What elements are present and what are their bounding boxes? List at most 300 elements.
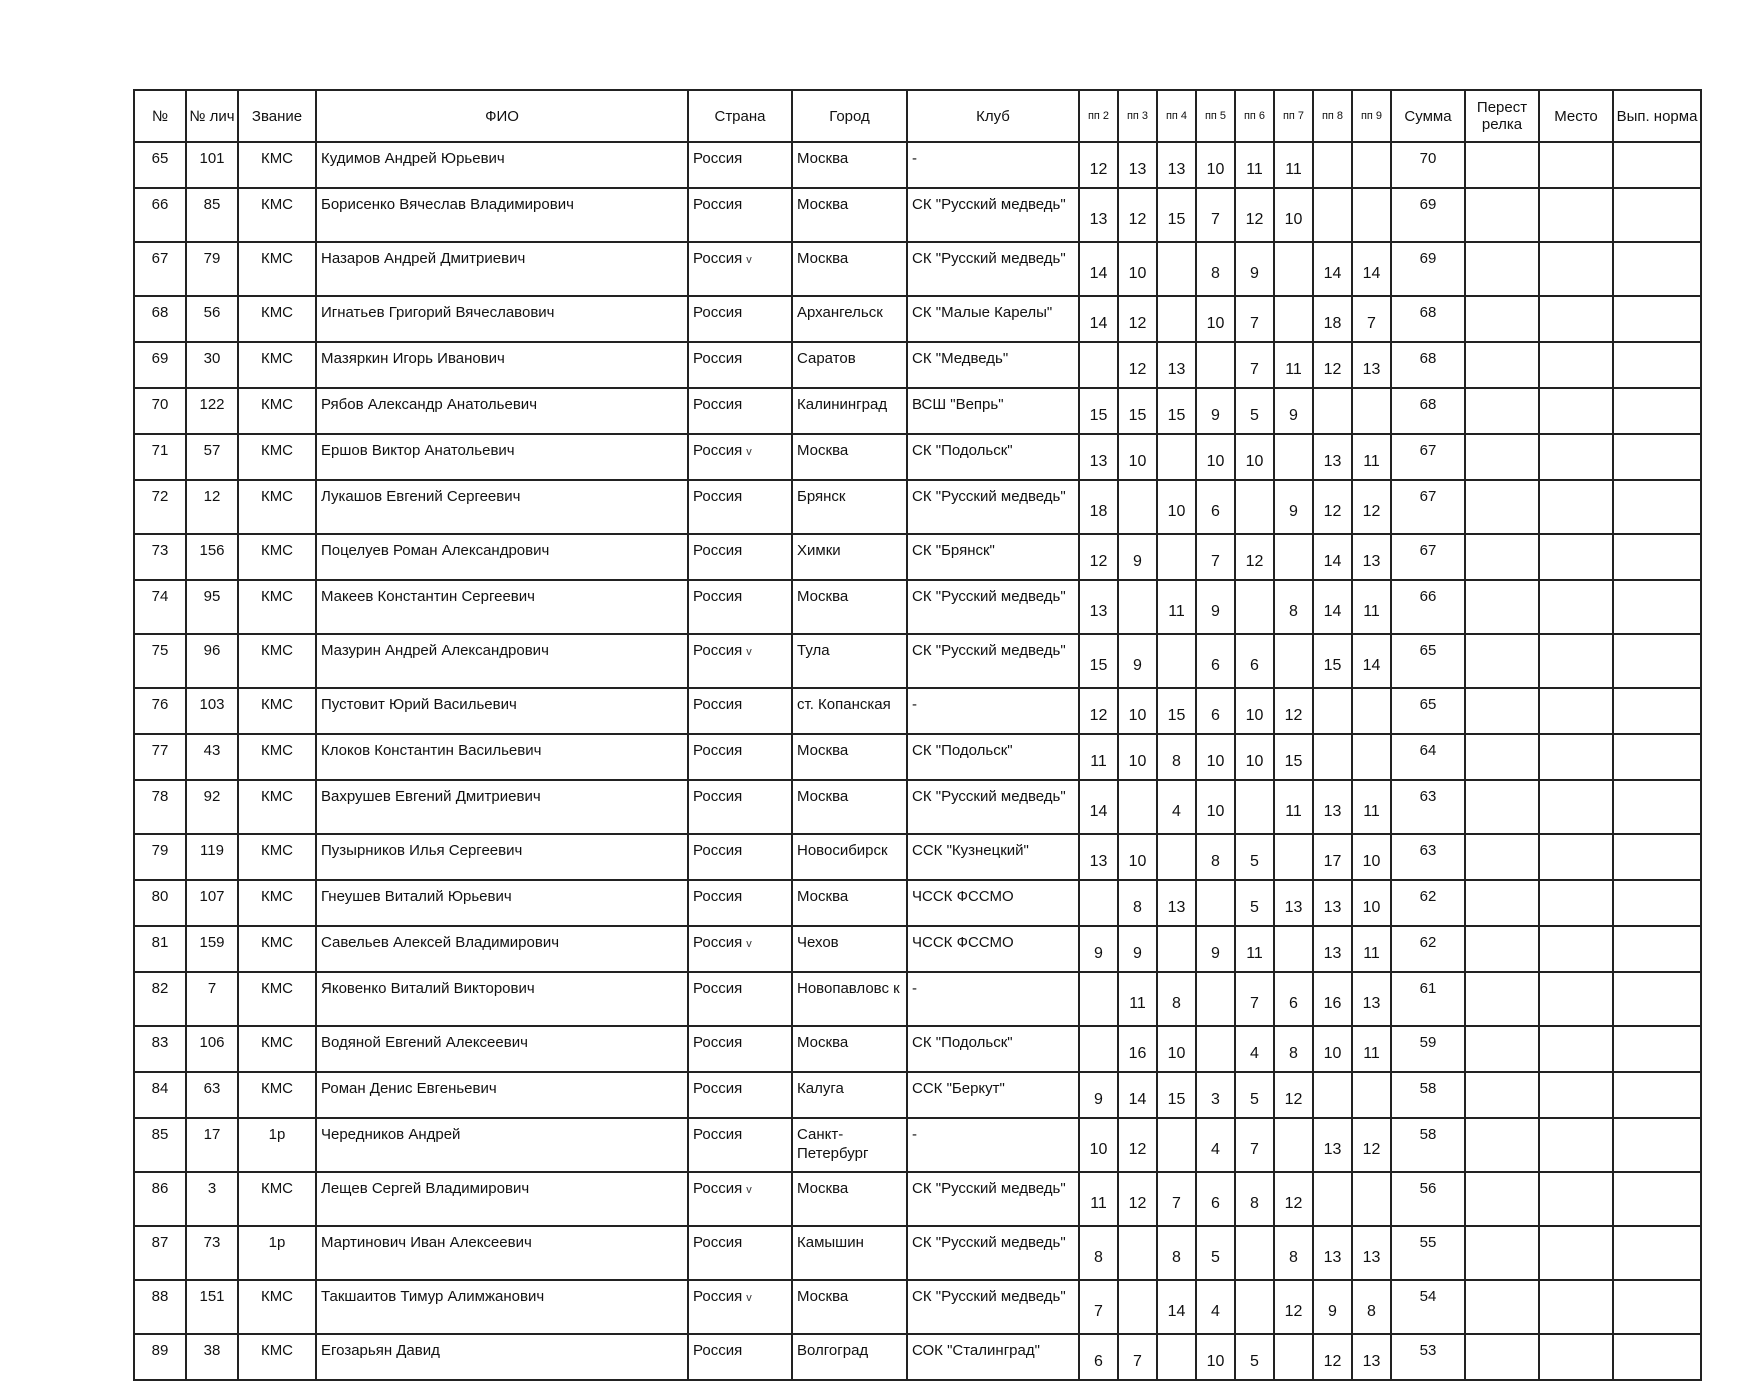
series-7-score: 9 [1274,388,1313,434]
club-text: ССК "Кузнецкий" [912,842,1029,859]
norm-cell [1613,242,1701,296]
country-text: Россия [693,488,743,505]
city [792,480,907,534]
city-text: Москва [797,1034,849,1051]
license-number [186,480,238,534]
series-5-score: 10 [1196,296,1235,342]
col-header-city: Город [792,90,907,142]
series-4-score: 11 [1157,580,1196,634]
total-sum: 63 [1391,780,1465,834]
athlete-name [316,342,688,388]
club-text: ВСШ "Вепрь" [912,396,1004,413]
series-9-score: 13 [1352,342,1391,388]
series-9-score: 14 [1352,242,1391,296]
series-7-score: 12 [1274,688,1313,734]
place-cell [1539,1280,1613,1334]
row-number-text: 67 [151,250,169,267]
country-text: Россия [693,1126,743,1143]
rank-text: КМС [260,542,294,559]
row-number-text: 68 [151,304,169,321]
club [907,296,1079,342]
city [792,972,907,1026]
series-7-score [1274,834,1313,880]
club [907,1280,1079,1334]
series-6-score: 11 [1235,926,1274,972]
series-3-score: 12 [1118,342,1157,388]
license-number [186,342,238,388]
license-number-text: 7 [207,980,217,997]
row-number-text: 83 [151,1034,169,1051]
row-number-text: 77 [151,742,169,759]
club [907,1118,1079,1172]
series-9-score [1352,1072,1391,1118]
total-sum: 65 [1391,634,1465,688]
country-text: Россия [693,1034,743,1051]
row-number [134,342,186,388]
place-cell [1539,342,1613,388]
series-2-score: 14 [1079,242,1118,296]
series-2-score: 12 [1079,142,1118,188]
series-3-score: 16 [1118,1026,1157,1072]
athlete-name-text: Борисенко Вячеслав Владимирович [321,196,574,213]
series-6-score: 7 [1235,342,1274,388]
series-9-score: 13 [1352,1226,1391,1280]
club-text: - [912,696,917,713]
table-row [134,1172,1701,1226]
shootoff-cell [1465,780,1539,834]
place-cell [1539,388,1613,434]
license-number [186,188,238,242]
rank [238,834,316,880]
norm-cell [1613,580,1701,634]
table-row [134,634,1701,688]
series-2-score [1079,972,1118,1026]
license-number-text: 3 [207,1180,217,1197]
row-number-text: 80 [151,888,169,905]
rank-text: 1р [268,1126,286,1143]
country [688,1280,792,1334]
license-number-text: 156 [199,542,225,559]
athlete-name [316,1072,688,1118]
shootoff-cell [1465,1280,1539,1334]
city-text: Москва [797,888,849,905]
country [688,634,792,688]
rank [238,480,316,534]
series-4-score [1157,1334,1196,1380]
place-cell [1539,780,1613,834]
row-number-text: 79 [151,842,169,859]
city [792,388,907,434]
series-3-score [1118,780,1157,834]
country [688,1026,792,1072]
series-8-score: 10 [1313,1026,1352,1072]
club-text: СОК "Сталинград" [912,1342,1040,1359]
place-cell [1539,580,1613,634]
shootoff-cell [1465,1226,1539,1280]
country-check-mark: v [746,1184,752,1196]
athlete-name [316,580,688,634]
athlete-name-text: Рябов Александр Анатольевич [321,396,538,413]
total-sum: 62 [1391,926,1465,972]
rank [238,1226,316,1280]
license-number-text: 103 [199,696,225,713]
shootoff-cell [1465,1072,1539,1118]
series-6-score [1235,480,1274,534]
series-8-score: 18 [1313,296,1352,342]
total-sum: 54 [1391,1280,1465,1334]
series-6-score: 5 [1235,1334,1274,1380]
country-text: Россия [693,396,743,413]
series-3-score: 15 [1118,388,1157,434]
series-4-score: 4 [1157,780,1196,834]
license-number [186,834,238,880]
row-number [134,534,186,580]
city [792,296,907,342]
license-number-text: 85 [203,196,221,213]
place-cell [1539,972,1613,1026]
city [792,1226,907,1280]
row-number-text: 74 [151,588,169,605]
series-7-score: 8 [1274,580,1313,634]
series-4-score [1157,834,1196,880]
country-text: Россия [693,1342,743,1359]
city-text: Чехов [797,934,839,951]
rank-text: КМС [260,1034,294,1051]
row-number-text: 71 [151,442,169,459]
norm-cell [1613,534,1701,580]
series-8-score [1313,1072,1352,1118]
results-table [133,89,1702,1381]
series-2-score: 9 [1079,926,1118,972]
shootoff-cell [1465,1026,1539,1072]
series-9-score: 11 [1352,1026,1391,1072]
country [688,142,792,188]
total-sum: 68 [1391,296,1465,342]
series-5-score: 10 [1196,780,1235,834]
club-text: СК "Русский медведь" [912,588,1066,605]
place-cell [1539,634,1613,688]
country-check-mark: v [746,254,752,266]
rank [238,434,316,480]
row-number-text: 82 [151,980,169,997]
license-number [186,296,238,342]
club-text: СК "Подольск" [912,742,1013,759]
club-text: - [912,1126,917,1143]
total-sum: 58 [1391,1072,1465,1118]
shootoff-cell [1465,834,1539,880]
rank-text: КМС [260,788,294,805]
athlete-name-text: Чередников Андрей [321,1126,461,1143]
total-sum: 68 [1391,388,1465,434]
table-row [134,388,1701,434]
series-4-score: 8 [1157,972,1196,1026]
series-4-score: 7 [1157,1172,1196,1226]
table-row [134,434,1701,480]
shootoff-cell [1465,188,1539,242]
club [907,242,1079,296]
series-7-score: 10 [1274,188,1313,242]
row-number [134,972,186,1026]
country-text: Россия [693,842,743,859]
club [907,780,1079,834]
country [688,780,792,834]
athlete-name-text: Мартинович Иван Алексеевич [321,1234,532,1251]
club-text: СК "Русский медведь" [912,1180,1066,1197]
series-2-score: 11 [1079,1172,1118,1226]
country-text: Россия [693,250,743,267]
col-header-series-2: пп 2 [1079,90,1118,142]
series-5-score: 10 [1196,142,1235,188]
place-cell [1539,242,1613,296]
shootoff-cell [1465,580,1539,634]
col-header-series-6: пп 6 [1235,90,1274,142]
total-sum: 69 [1391,242,1465,296]
series-6-score: 10 [1235,434,1274,480]
row-number-text: 81 [151,934,169,951]
club-text: СК "Медведь" [912,350,1009,367]
total-sum: 67 [1391,434,1465,480]
total-sum: 59 [1391,1026,1465,1072]
city-text: Калуга [797,1080,844,1097]
city [792,342,907,388]
rank-text: КМС [260,588,294,605]
club-text: СК "Русский медведь" [912,1234,1066,1251]
series-2-score: 6 [1079,1334,1118,1380]
license-number [186,1026,238,1072]
series-4-score [1157,926,1196,972]
shootoff-cell [1465,534,1539,580]
rank-text: КМС [260,350,294,367]
series-6-score: 11 [1235,142,1274,188]
rank [238,880,316,926]
city [792,1172,907,1226]
license-number [186,1280,238,1334]
series-2-score: 13 [1079,580,1118,634]
rank [238,142,316,188]
country [688,834,792,880]
city [792,1334,907,1380]
series-3-score: 10 [1118,434,1157,480]
series-2-score: 9 [1079,1072,1118,1118]
athlete-name [316,1172,688,1226]
city [792,434,907,480]
series-7-score: 9 [1274,480,1313,534]
series-4-score: 8 [1157,1226,1196,1280]
country-check-mark: v [746,446,752,458]
series-5-score: 6 [1196,634,1235,688]
club [907,880,1079,926]
norm-cell [1613,480,1701,534]
country [688,1172,792,1226]
series-8-score [1313,142,1352,188]
athlete-name-text: Лещев Сергей Владимирович [321,1180,530,1197]
col-header-norm: Вып. норма [1613,90,1701,142]
series-5-score: 4 [1196,1118,1235,1172]
rank-text: КМС [260,1342,294,1359]
series-2-score: 10 [1079,1118,1118,1172]
col-header-series-5: пп 5 [1196,90,1235,142]
city [792,1026,907,1072]
license-number-text: 57 [203,442,221,459]
series-7-score [1274,534,1313,580]
club-text: СК "Брянск" [912,542,995,559]
country [688,188,792,242]
series-5-score: 6 [1196,1172,1235,1226]
series-2-score: 15 [1079,634,1118,688]
row-number-text: 87 [151,1234,169,1251]
athlete-name-text: Вахрушев Евгений Дмитриевич [321,788,541,805]
license-number-text: 12 [203,488,221,505]
row-number [134,142,186,188]
city-text: Новосибирск [797,842,888,859]
athlete-name-text: Такшаитов Тимур Алимжанович [321,1288,545,1305]
club-text: - [912,150,917,167]
series-2-score [1079,1026,1118,1072]
country-check-mark: v [746,938,752,950]
series-2-score [1079,342,1118,388]
row-number [134,188,186,242]
country [688,926,792,972]
series-6-score: 8 [1235,1172,1274,1226]
series-5-score: 10 [1196,734,1235,780]
athlete-name [316,480,688,534]
athlete-name-text: Ершов Виктор Анатольевич [321,442,515,459]
country-text: Россия [693,1080,743,1097]
col-header-country: Страна [688,90,792,142]
country-text: Россия [693,542,743,559]
series-2-score: 13 [1079,188,1118,242]
total-sum: 65 [1391,688,1465,734]
country [688,1072,792,1118]
shootoff-cell [1465,634,1539,688]
series-4-score: 15 [1157,688,1196,734]
club [907,580,1079,634]
series-6-score: 12 [1235,188,1274,242]
athlete-name [316,688,688,734]
city-text: Волгоград [797,1342,869,1359]
series-7-score: 8 [1274,1026,1313,1072]
rank-text: КМС [260,196,294,213]
series-3-score: 10 [1118,834,1157,880]
license-number [186,580,238,634]
series-6-score [1235,1226,1274,1280]
table-row [134,880,1701,926]
country-text: Россия [693,1180,743,1197]
series-9-score: 11 [1352,926,1391,972]
city-text: Саратов [797,350,856,367]
rank [238,580,316,634]
license-number [186,780,238,834]
club-text: СК "Подольск" [912,442,1013,459]
city [792,534,907,580]
shootoff-cell [1465,926,1539,972]
col-header-series-9: пп 9 [1352,90,1391,142]
place-cell [1539,434,1613,480]
license-number [186,1118,238,1172]
rank-text: КМС [260,488,294,505]
country [688,734,792,780]
series-5-score: 10 [1196,434,1235,480]
rank [238,734,316,780]
country [688,242,792,296]
license-number-text: 79 [203,250,221,267]
shootoff-cell [1465,880,1539,926]
total-sum: 67 [1391,480,1465,534]
row-number-text: 76 [151,696,169,713]
city-text: Москва [797,1180,849,1197]
place-cell [1539,880,1613,926]
athlete-name-text: Клоков Константин Васильевич [321,742,542,759]
club [907,1334,1079,1380]
country [688,534,792,580]
norm-cell [1613,834,1701,880]
series-2-score: 14 [1079,780,1118,834]
series-9-score [1352,142,1391,188]
rank-text: КМС [260,842,294,859]
series-8-score: 13 [1313,1226,1352,1280]
series-9-score: 13 [1352,972,1391,1026]
table-row [134,926,1701,972]
city [792,688,907,734]
city-text: Новопавловс к [797,980,900,997]
norm-cell [1613,1280,1701,1334]
license-number-text: 122 [199,396,225,413]
series-8-score: 13 [1313,926,1352,972]
series-7-score: 6 [1274,972,1313,1026]
series-5-score: 8 [1196,834,1235,880]
series-3-score: 12 [1118,296,1157,342]
series-7-score: 13 [1274,880,1313,926]
place-cell [1539,1226,1613,1280]
series-2-score [1079,880,1118,926]
row-number [134,242,186,296]
table-body [134,142,1701,1380]
license-number [186,242,238,296]
club-text: СК "Русский медведь" [912,250,1066,267]
club [907,1226,1079,1280]
license-number [186,972,238,1026]
athlete-name [316,972,688,1026]
series-5-score: 6 [1196,688,1235,734]
license-number [186,688,238,734]
row-number [134,880,186,926]
city-text: Москва [797,588,849,605]
club-text: СК "Малые Карелы" [912,304,1053,321]
rank-text: КМС [260,150,294,167]
license-number-text: 95 [203,588,221,605]
col-header-series-4: пп 4 [1157,90,1196,142]
norm-cell [1613,634,1701,688]
license-number-text: 106 [199,1034,225,1051]
athlete-name-text: Гнеушев Виталий Юрьевич [321,888,512,905]
series-4-score: 13 [1157,342,1196,388]
table-row [134,1226,1701,1280]
col-header-rank: Звание [238,90,316,142]
table-row [134,242,1701,296]
rank-text: КМС [260,742,294,759]
license-number-text: 38 [203,1342,221,1359]
table-row [134,188,1701,242]
athlete-name [316,388,688,434]
club [907,734,1079,780]
city-text: Москва [797,442,849,459]
total-sum: 62 [1391,880,1465,926]
license-number-text: 73 [203,1234,221,1251]
series-5-score [1196,972,1235,1026]
series-4-score: 15 [1157,1072,1196,1118]
series-4-score: 15 [1157,188,1196,242]
series-5-score: 7 [1196,188,1235,242]
